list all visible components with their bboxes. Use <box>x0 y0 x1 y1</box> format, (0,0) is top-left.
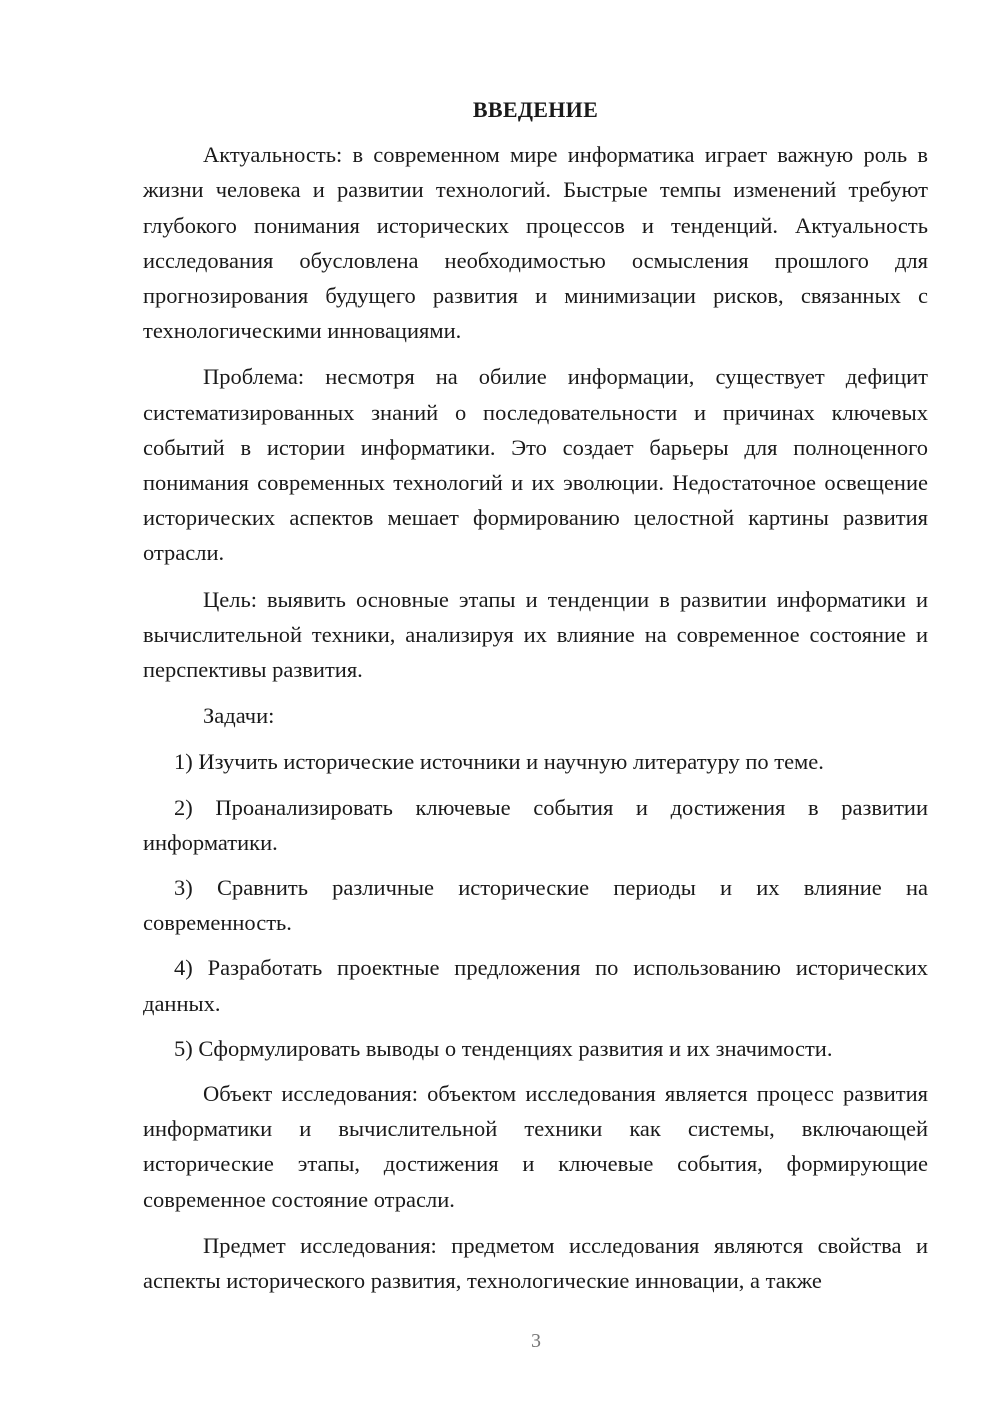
tasks-heading: Задачи: <box>203 703 275 729</box>
task-item-1: 1) Изучить исторические источники и научную литературу по теме. <box>174 749 824 775</box>
problem-paragraph: Проблема: несмотря на обилие информации, существует дефицит систематизированных знаний о последовательности и причинах ключевых событий в истории информатики. Это создает барьеры для полноценного понимания современных технологий и их эволюции. Недостаточное освещение исторических аспектов мешает формированию целостной картины развития отрасли. <box>143 364 928 566</box>
task-item-3: 3) Сравнить различные исторические периоды и их влияние на современность. <box>143 875 928 936</box>
task-item-4: 4) Разработать проектные предложения по использованию исторических данных. <box>143 955 928 1016</box>
page-number: 3 <box>531 1330 541 1352</box>
task-item-5: 5) Сформулировать выводы о тенденциях развития и их значимости. <box>174 1035 833 1061</box>
goal-paragraph: Цель: выявить основные этапы и тенденции в развитии информатики и вычислительной техники, анализируя их влияние на современное состояние и перспективы развития. <box>143 586 928 683</box>
object-paragraph: Объект исследования: объектом исследования является процесс развития информатики и вычислительной техники как системы, включающей исторические этапы, достижения и ключевые события, формирующие современное состояние отрасли. <box>143 1081 928 1212</box>
page-title: ВВЕДЕНИЕ <box>472 97 599 122</box>
page-content <box>143 92 928 1309</box>
task-item-2: 2) Проанализировать ключевые события и достижения в развитии информатики. <box>143 794 928 855</box>
subject-paragraph: Предмет исследования: предметом исследования являются свойства и аспекты исторического развития, технологические инновации, а также <box>143 1232 928 1294</box>
relevance-paragraph: Актуальность: в современном мире информатика играет важную роль в жизни человека и развитии технологий. Быстрые темпы изменений требуют глубокого понимания исторических процессов и тенденций. Актуальность исследования обусловлена необходимостью осмысления прошлого для прогнозирования будущего развития и минимизации рисков, связанных с технологическими инновациями. <box>143 142 928 344</box>
